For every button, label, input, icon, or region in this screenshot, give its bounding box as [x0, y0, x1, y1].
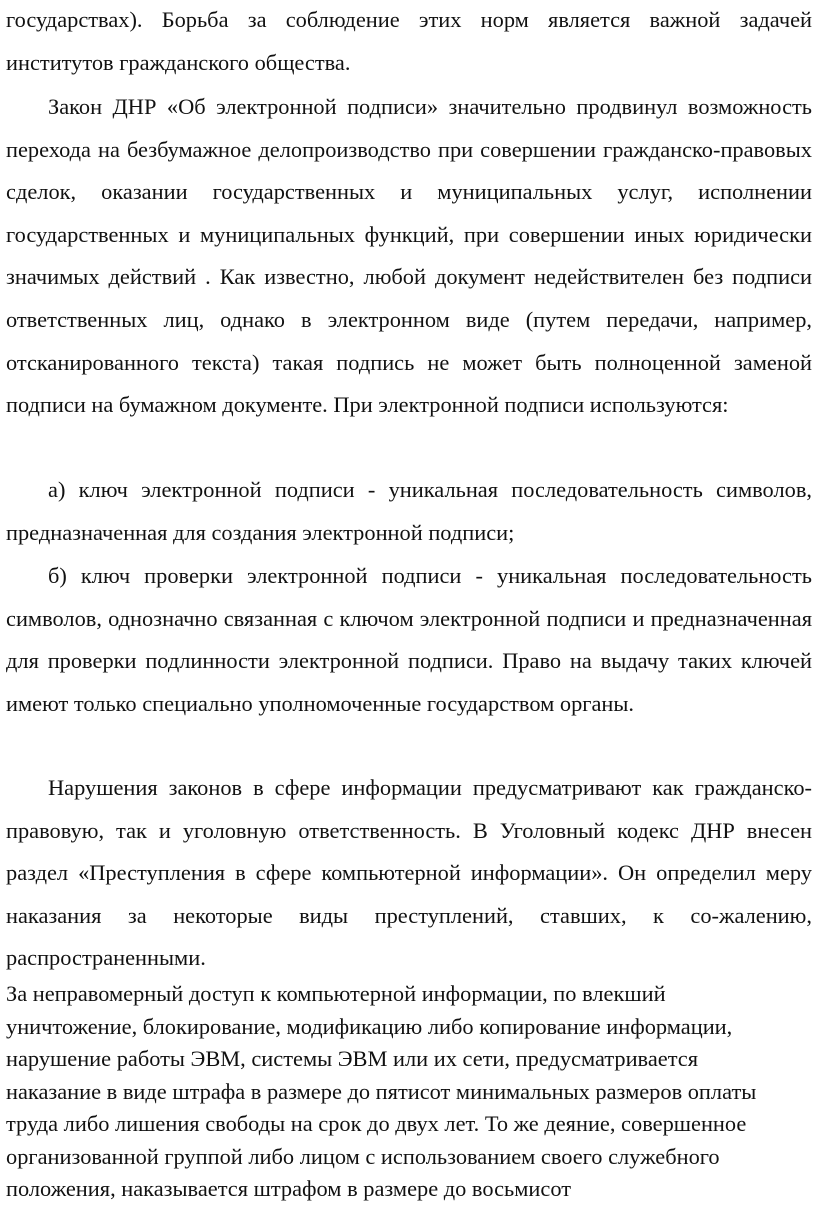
paragraph-signature-key: а) ключ электронной подписи - уникальная последовательность символов, предназначенная для создания электронной подписи; — [6, 477, 812, 545]
paragraph-electronic-signature-law: Закон ДНР «Об электронной подписи» значительно продвинул возможность перехода на безбумажное делопроизводство при совершении гражданско-правовых сделок, оказании государственных и муниципальных услуг, исполнении государственных и муниципальных функций, при совершении иных юридически значимых действий . Как известно, любой документ недействителен без подписи ответственных лиц, однако в электронном виде (путем передачи, например, отсканированного текста) такая подпись не может быть полноценной заменой подписи на бумажном документе. При электронной подписи используются: — [6, 94, 812, 418]
paragraph-law-violations: Нарушения законов в сфере информации предусматривают как гражданско-правовую, так и уголовную ответственность. В Уголовный кодекс ДНР внесен раздел «Преступления в сфере компьютерной информации». Он определил меру наказания за некоторые виды преступлений, ставших, к со-жалению, распространенными. — [6, 775, 812, 971]
paragraph-verification-key: б) ключ проверки электронной подписи - уникальная последовательность символов, однозначно связанная с ключом электронной подписи и предназначенная для проверки подлинности электронной подписи. Право на выдачу таких ключей имеют только специально уполномоченные государством органы. — [6, 563, 812, 716]
paragraph-continuation: государствах). Борьба за соблюдение этих норм является важной задачей институтов гражданского общества. — [6, 7, 812, 75]
paragraph-unauthorized-access: За неправомерный доступ к компьютерной информации, по влекший уничтожение, блокирование, модификацию либо копирование информации, нарушение работы ЭВМ, системы ЭВМ или их сети, предусматривается наказание в виде штрафа в размере до пятисот минимальных размеров оплаты труда либо лишения свободы на срок до двух лет. То же деяние, совершенное организованной группой либо лицом с использованием своего служебного положения, наказывается штрафом в размере до восьмисот — [6, 981, 757, 1201]
